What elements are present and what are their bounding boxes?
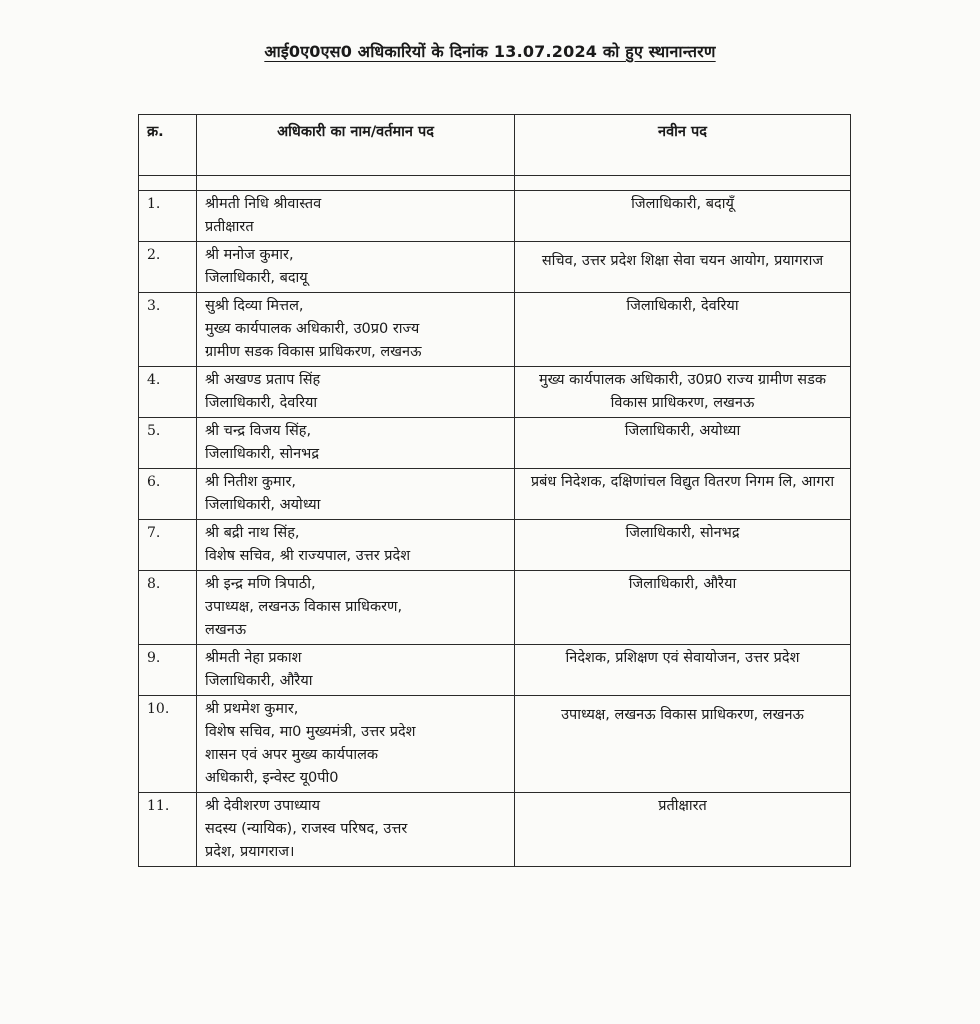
current-post-line: सदस्य (न्यायिक), राजस्व परिषद, उत्तर [205, 821, 408, 837]
officer-name: श्री अखण्ड प्रताप सिंह [205, 372, 321, 388]
row-serial-number: 3. [139, 293, 197, 367]
table-row [139, 469, 851, 520]
officer-name-current-post [197, 367, 515, 418]
table-row [139, 367, 851, 418]
new-post: जिलाधिकारी, औरैया [515, 571, 851, 645]
officer-name: श्री बद्री नाथ सिंह, [205, 525, 300, 541]
table-row [139, 645, 851, 696]
officer-name: श्री नितीश कुमार, [205, 474, 297, 490]
officer-name: श्री मनोज कुमार, [205, 247, 294, 263]
officer-name-current-post [197, 293, 515, 367]
current-post-line: विशेष सचिव, श्री राज्यपाल, उत्तर प्रदेश [205, 548, 411, 564]
officer-name-current-post [197, 793, 515, 867]
officer-name: श्रीमती नेहा प्रकाश [205, 650, 302, 666]
current-post-line: अधिकारी, इन्वेस्ट यू0पी0 [205, 770, 339, 786]
table-row [139, 191, 851, 242]
table-row [139, 571, 851, 645]
row-serial-number: 6. [139, 469, 197, 520]
officer-name-current-post [197, 571, 515, 645]
spacer-row [139, 176, 851, 191]
current-post-line: जिलाधिकारी, अयोध्या [205, 497, 321, 513]
table-row [139, 418, 851, 469]
transfer-table [138, 114, 851, 867]
document-title: आई0ए0एस0 अधिकारियों के दिनांक 13.07.2024 को हुए स्थानान्तरण [264, 42, 716, 61]
officer-name-current-post [197, 191, 515, 242]
new-post: निदेशक, प्रशिक्षण एवं सेवायोजन, उत्तर प्रदेश [515, 645, 851, 696]
officer-name-current-post [197, 520, 515, 571]
officer-name-current-post [197, 418, 515, 469]
officer-name: सुश्री दिव्या मित्तल, [205, 298, 304, 314]
row-serial-number: 7. [139, 520, 197, 571]
row-serial-number: 5. [139, 418, 197, 469]
current-post-line: ग्रामीण सडक विकास प्राधिकरण, लखनऊ [205, 344, 422, 360]
officer-name-current-post [197, 696, 515, 793]
header-sno: क्र. [139, 115, 197, 176]
current-post-line: प्रदेश, प्रयागराज। [205, 844, 295, 860]
current-post-line: जिलाधिकारी, औरैया [205, 673, 313, 689]
row-serial-number: 11. [139, 793, 197, 867]
table-row [139, 696, 851, 793]
table-header-row [139, 115, 851, 176]
row-serial-number: 8. [139, 571, 197, 645]
row-serial-number: 9. [139, 645, 197, 696]
officer-name: श्री प्रथमेश कुमार, [205, 701, 299, 717]
row-serial-number: 1. [139, 191, 197, 242]
table-row [139, 293, 851, 367]
officer-name: श्री चन्द्र विजय सिंह, [205, 423, 312, 439]
current-post-line: उपाध्यक्ष, लखनऊ विकास प्राधिकरण, [205, 599, 403, 615]
officer-name-current-post [197, 645, 515, 696]
header-new-post: नवीन पद [515, 115, 851, 176]
current-post-line: जिलाधिकारी, देवरिया [205, 395, 318, 411]
current-post-line: शासन एवं अपर मुख्य कार्यपालक [205, 747, 379, 763]
officer-name: श्री देवीशरण उपाध्याय [205, 798, 320, 814]
table-row [139, 520, 851, 571]
row-serial-number: 4. [139, 367, 197, 418]
new-post: जिलाधिकारी, सोनभद्र [515, 520, 851, 571]
header-officer: अधिकारी का नाम/वर्तमान पद [197, 115, 515, 176]
row-serial-number: 10. [139, 696, 197, 793]
new-post: जिलाधिकारी, अयोध्या [515, 418, 851, 469]
current-post-line: प्रतीक्षारत [205, 219, 254, 235]
current-post-line: लखनऊ [205, 622, 247, 638]
new-post: जिलाधिकारी, बदायूँ [515, 191, 851, 242]
officer-name: श्रीमती निधि श्रीवास्तव [205, 196, 322, 212]
table-row [139, 242, 851, 293]
officer-name: श्री इन्द्र मणि त्रिपाठी, [205, 576, 316, 592]
new-post: उपाध्यक्ष, लखनऊ विकास प्राधिकरण, लखनऊ [515, 696, 851, 793]
current-post-line: विशेष सचिव, मा0 मुख्यमंत्री, उत्तर प्रदेश [205, 724, 416, 740]
new-post: मुख्य कार्यपालक अधिकारी, उ0प्र0 राज्य ग्रामीण सडक विकास प्राधिकरण, लखनऊ [515, 367, 851, 418]
officer-name-current-post [197, 242, 515, 293]
current-post-line: जिलाधिकारी, सोनभद्र [205, 446, 320, 462]
new-post: सचिव, उत्तर प्रदेश शिक्षा सेवा चयन आयोग, प्रयागराज [515, 242, 851, 293]
table-row [139, 793, 851, 867]
new-post: जिलाधिकारी, देवरिया [515, 293, 851, 367]
new-post: प्रतीक्षारत [515, 793, 851, 867]
row-serial-number: 2. [139, 242, 197, 293]
current-post-line: मुख्य कार्यपालक अधिकारी, उ0प्र0 राज्य [205, 321, 420, 337]
officer-name-current-post [197, 469, 515, 520]
new-post: प्रबंध निदेशक, दक्षिणांचल विद्युत वितरण निगम लि, आगरा [515, 469, 851, 520]
current-post-line: जिलाधिकारी, बदायू [205, 270, 308, 286]
